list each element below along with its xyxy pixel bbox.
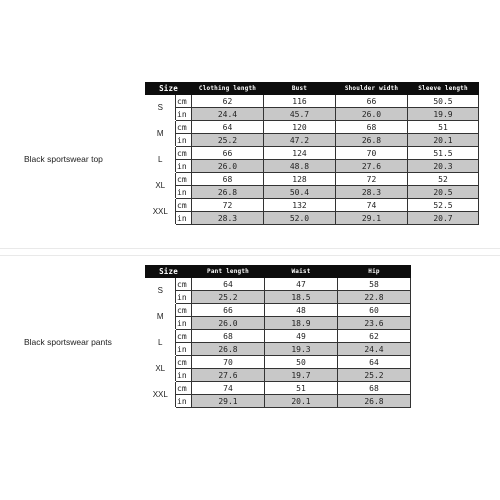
- table-row: [146, 343, 411, 356]
- measurement-cell: 116: [264, 95, 336, 108]
- measurement-cell: 19.3: [265, 343, 338, 356]
- measurement-cell: 25.2: [192, 291, 265, 304]
- header-waist: Waist: [265, 266, 338, 278]
- pants-size-table: [145, 265, 411, 408]
- measurement-cell: 66: [192, 304, 265, 317]
- unit-cell: in: [176, 291, 192, 304]
- measurement-cell: 50.4: [264, 186, 336, 199]
- measurement-cell: 28.3: [336, 186, 408, 199]
- pants-table-label: Black sportswear pants: [24, 337, 112, 347]
- measurement-cell: 20.1: [265, 395, 338, 408]
- measurement-cell: 24.4: [192, 108, 264, 121]
- measurement-cell: 74: [192, 382, 265, 395]
- measurement-cell: 51: [408, 121, 479, 134]
- table-header-row: [146, 266, 411, 278]
- table-row: [146, 108, 479, 121]
- measurement-cell: 68: [192, 330, 265, 343]
- unit-cell: in: [176, 186, 192, 199]
- measurement-cell: 23.6: [338, 317, 411, 330]
- measurement-cell: 47.2: [264, 134, 336, 147]
- header-pant-length: Pant length: [192, 266, 265, 278]
- measurement-cell: 49: [265, 330, 338, 343]
- measurement-cell: 19.9: [408, 108, 479, 121]
- size-cell: M: [146, 121, 176, 147]
- measurement-cell: 74: [336, 199, 408, 212]
- header-size: Size: [146, 266, 192, 278]
- unit-cell: in: [176, 343, 192, 356]
- unit-cell: in: [176, 108, 192, 121]
- size-cell: S: [146, 95, 176, 121]
- measurement-cell: 26.8: [192, 186, 264, 199]
- measurement-cell: 29.1: [336, 212, 408, 225]
- unit-cell: in: [176, 160, 192, 173]
- size-cell: XXL: [146, 382, 176, 408]
- unit-cell: cm: [176, 199, 192, 212]
- measurement-cell: 26.8: [338, 395, 411, 408]
- table-row: [146, 330, 411, 343]
- table-row: [146, 186, 479, 199]
- measurement-cell: 26.0: [192, 317, 265, 330]
- measurement-cell: 70: [336, 147, 408, 160]
- measurement-cell: 66: [192, 147, 264, 160]
- header-size: Size: [146, 83, 192, 95]
- measurement-cell: 20.7: [408, 212, 479, 225]
- table-row: [146, 395, 411, 408]
- unit-cell: cm: [176, 330, 192, 343]
- top-size-table: [145, 82, 479, 225]
- measurement-cell: 20.1: [408, 134, 479, 147]
- unit-cell: cm: [176, 121, 192, 134]
- unit-cell: cm: [176, 278, 192, 291]
- measurement-cell: 45.7: [264, 108, 336, 121]
- measurement-cell: 26.8: [336, 134, 408, 147]
- table-row: [146, 95, 479, 108]
- measurement-cell: 48.8: [264, 160, 336, 173]
- table-row: [146, 304, 411, 317]
- measurement-cell: 25.2: [338, 369, 411, 382]
- measurement-cell: 62: [192, 95, 264, 108]
- measurement-cell: 25.2: [192, 134, 264, 147]
- measurement-cell: 68: [192, 173, 264, 186]
- unit-cell: cm: [176, 147, 192, 160]
- measurement-cell: 124: [264, 147, 336, 160]
- gridline: [0, 248, 500, 249]
- measurement-cell: 50.5: [408, 95, 479, 108]
- measurement-cell: 70: [192, 356, 265, 369]
- measurement-cell: 47: [265, 278, 338, 291]
- measurement-cell: 68: [336, 121, 408, 134]
- measurement-cell: 68: [338, 382, 411, 395]
- size-cell: XL: [146, 356, 176, 382]
- unit-cell: cm: [176, 356, 192, 369]
- measurement-cell: 27.6: [192, 369, 265, 382]
- size-cell: S: [146, 278, 176, 304]
- header-clothing-length: Clothing length: [192, 83, 264, 95]
- measurement-cell: 18.5: [265, 291, 338, 304]
- measurement-cell: 72: [336, 173, 408, 186]
- measurement-cell: 20.5: [408, 186, 479, 199]
- measurement-cell: 52.5: [408, 199, 479, 212]
- measurement-cell: 72: [192, 199, 264, 212]
- measurement-cell: 60: [338, 304, 411, 317]
- table-row: [146, 199, 479, 212]
- measurement-cell: 64: [192, 121, 264, 134]
- measurement-cell: 20.3: [408, 160, 479, 173]
- table-row: [146, 160, 479, 173]
- measurement-cell: 26.8: [192, 343, 265, 356]
- measurement-cell: 64: [338, 356, 411, 369]
- top-table-label: Black sportswear top: [24, 154, 103, 164]
- measurement-cell: 50: [265, 356, 338, 369]
- unit-cell: cm: [176, 304, 192, 317]
- measurement-cell: 132: [264, 199, 336, 212]
- table-row: [146, 147, 479, 160]
- measurement-cell: 51.5: [408, 147, 479, 160]
- header-hip: Hip: [338, 266, 411, 278]
- measurement-cell: 58: [338, 278, 411, 291]
- measurement-cell: 24.4: [338, 343, 411, 356]
- header-shoulder-width: Shoulder width: [336, 83, 408, 95]
- unit-cell: in: [176, 395, 192, 408]
- measurement-cell: 27.6: [336, 160, 408, 173]
- unit-cell: cm: [176, 382, 192, 395]
- measurement-cell: 66: [336, 95, 408, 108]
- table-row: [146, 317, 411, 330]
- size-cell: XXL: [146, 199, 176, 225]
- measurement-cell: 62: [338, 330, 411, 343]
- table-row: [146, 369, 411, 382]
- unit-cell: in: [176, 317, 192, 330]
- table-row: [146, 134, 479, 147]
- measurement-cell: 18.9: [265, 317, 338, 330]
- measurement-cell: 22.8: [338, 291, 411, 304]
- measurement-cell: 64: [192, 278, 265, 291]
- table-row: [146, 382, 411, 395]
- size-cell: L: [146, 147, 176, 173]
- measurement-cell: 52: [408, 173, 479, 186]
- measurement-cell: 52.0: [264, 212, 336, 225]
- table-row: [146, 121, 479, 134]
- unit-cell: in: [176, 369, 192, 382]
- table-row: [146, 173, 479, 186]
- size-cell: M: [146, 304, 176, 330]
- gridline: [0, 255, 500, 256]
- table-header-row: [146, 83, 479, 95]
- measurement-cell: 26.0: [336, 108, 408, 121]
- unit-cell: in: [176, 212, 192, 225]
- table-row: [146, 212, 479, 225]
- measurement-cell: 120: [264, 121, 336, 134]
- table-row: [146, 291, 411, 304]
- size-cell: L: [146, 330, 176, 356]
- unit-cell: in: [176, 134, 192, 147]
- unit-cell: cm: [176, 95, 192, 108]
- measurement-cell: 29.1: [192, 395, 265, 408]
- table-row: [146, 356, 411, 369]
- measurement-cell: 51: [265, 382, 338, 395]
- header-bust: Bust: [264, 83, 336, 95]
- measurement-cell: 48: [265, 304, 338, 317]
- unit-cell: cm: [176, 173, 192, 186]
- measurement-cell: 128: [264, 173, 336, 186]
- measurement-cell: 26.0: [192, 160, 264, 173]
- header-sleeve-length: Sleeve length: [408, 83, 479, 95]
- size-cell: XL: [146, 173, 176, 199]
- measurement-cell: 28.3: [192, 212, 264, 225]
- table-row: [146, 278, 411, 291]
- measurement-cell: 19.7: [265, 369, 338, 382]
